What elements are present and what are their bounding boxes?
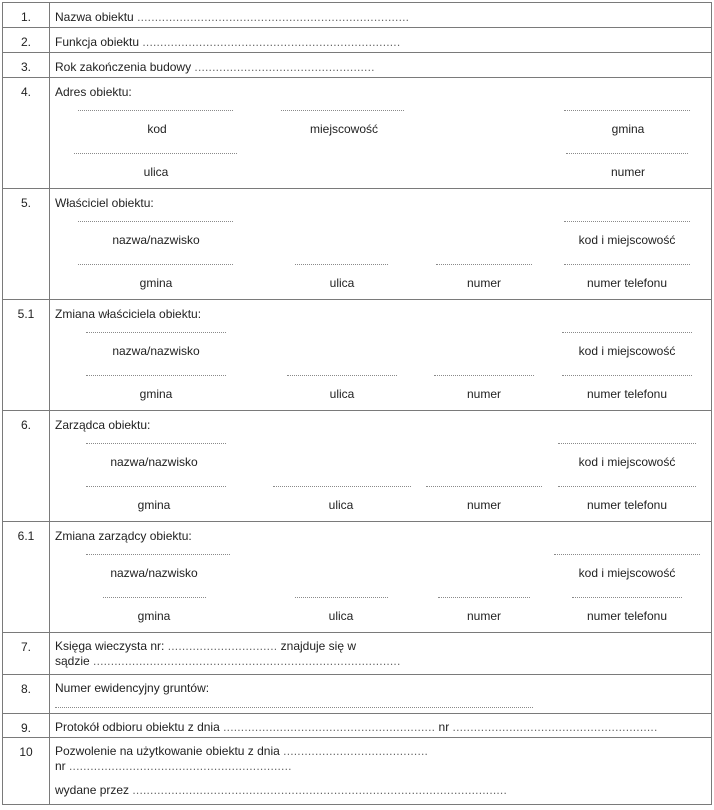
fill-line-kod-miejscowosc[interactable] [558,443,696,444]
row-number: 5. [3,189,50,300]
fill-line-protokol-nr[interactable]: .......................................................... [452,720,658,734]
caption-numer: numer [466,276,502,290]
fill-line-numer[interactable] [434,375,534,376]
caption-gmina: gmina [139,387,173,401]
caption-nazwa: nazwa/nazwisko [110,455,198,469]
fill-line-kod-miejscowosc[interactable] [562,332,692,333]
fill-line-telefon[interactable] [558,486,696,487]
caption-kod-miejscowosc: kod i miejscowość [578,233,676,247]
row-wlasciciel-obiektu [3,189,712,300]
fill-line-ulica[interactable] [74,153,237,154]
row-number: 10 [3,738,50,805]
label-zmiana-wlasciciela: Zmiana właściciela obiektu: [55,307,202,321]
caption-gmina: gmina [137,498,171,512]
label-protokol-nr: nr [438,720,450,734]
row-number: 1. [3,3,50,28]
caption-kod-miejscowosc: kod i miejscowość [578,566,676,580]
fill-line-gmina[interactable] [78,264,233,265]
row-nazwa-obiektu [3,3,712,28]
row-adres-obiektu [3,78,712,189]
fill-line-nazwa[interactable] [78,221,233,222]
fill-line-nazwa[interactable] [86,332,226,333]
fill-line-telefon[interactable] [572,597,682,598]
fill-line-kod-miejscowosc[interactable] [554,554,700,555]
fill-line-nazwa[interactable] [86,443,226,444]
row-number: 8. [3,675,50,714]
fill-line-gmina[interactable] [86,486,226,487]
label-numer-ewidencyjny: Numer ewidencyjny gruntów: [55,681,210,695]
caption-gmina: gmina [611,122,645,136]
row-number: 6.1 [3,522,50,633]
caption-telefon: numer telefonu [586,498,668,512]
fill-line-telefon[interactable] [562,375,692,376]
caption-gmina: gmina [137,609,171,623]
label-wydane-przez: wydane przez [55,783,130,797]
fill-line-gmina[interactable] [103,597,206,598]
label-pozwolenie-nr: nr [55,759,66,773]
caption-telefon: numer telefonu [586,609,668,623]
fill-line-sad[interactable]: ....................................................................................... [93,654,401,668]
caption-ulica: ulica [328,498,354,512]
caption-miejscowosc: miejscowość [309,122,379,136]
row-number: 6. [3,411,50,522]
fill-line-gmina[interactable] [564,110,690,111]
fill-line-telefon[interactable] [564,264,690,265]
fill-line-ulica[interactable] [273,486,411,487]
label-ksiega-wieczysta: Księga wieczysta nr: [55,639,165,653]
caption-kod: kod [147,122,167,136]
fill-line-ulica[interactable] [295,597,388,598]
row-protokol-odbioru [3,714,712,738]
row-zmiana-zarzadcy [3,522,712,633]
fill-line-ksiega-nr[interactable]: ............................... [167,639,278,653]
row-number: 2. [3,28,50,53]
caption-ulica: ulica [328,609,354,623]
fill-line-kod-miejscowosc[interactable] [564,221,690,222]
label-funkcja-obiektu: Funkcja obiektu [55,35,140,49]
fill-line-wydane-przez[interactable]: .......................................................................................................... [132,783,507,797]
caption-ulica: ulica [329,276,355,290]
label-protokol-odbioru: Protokół odbioru obiektu z dnia [55,720,220,734]
fill-line-numer-ewidencyjny[interactable] [55,707,533,708]
caption-ulica: ulica [329,387,355,401]
row-number: 7. [3,633,50,675]
row-number: 3. [3,53,50,78]
caption-numer: numer [466,387,502,401]
fill-line-numer[interactable] [426,486,542,487]
caption-gmina: gmina [139,276,173,290]
row-funkcja-obiektu [3,28,712,53]
fill-line-pozwolenie-nr[interactable]: ............................................................... [69,759,292,773]
caption-numer: numer [466,609,502,623]
row-number: 4. [3,78,50,189]
caption-kod-miejscowosc: kod i miejscowość [578,455,676,469]
fill-line-numer[interactable] [438,597,530,598]
label-rok-zakonczenia: Rok zakończenia budowy [55,60,192,74]
caption-ulica: ulica [143,165,169,179]
label-sadzie: sądzie [55,654,90,668]
caption-nazwa: nazwa/nazwisko [112,233,200,247]
caption-numer: numer [610,165,646,179]
caption-numer: numer [466,498,502,512]
label-zarzadca-obiektu: Zarządca obiektu: [55,418,151,432]
row-rok-zakonczenia [3,53,712,78]
label-adres-obiektu: Adres obiektu: [55,85,132,99]
fill-line-miejscowosc[interactable] [281,110,404,111]
caption-kod-miejscowosc: kod i miejscowość [578,344,676,358]
label-zmiana-zarzadcy: Zmiana zarządcy obiektu: [55,529,192,543]
fill-line[interactable]: ............................................................................. [137,10,410,24]
row-zmiana-wlasciciela [3,300,712,411]
label-pozwolenie: Pozwolenie na użytkowanie obiektu z dnia [55,744,280,758]
row-number: 9. [3,714,50,738]
fill-line-numer[interactable] [566,153,688,154]
fill-line-nazwa[interactable] [86,554,230,555]
fill-line-protokol-data[interactable]: ............................................................ [223,720,436,734]
caption-telefon: numer telefonu [586,387,668,401]
label-wlasciciel-obiektu: Właściciel obiektu: [55,196,154,210]
row-numer-ewidencyjny [3,675,712,714]
fill-line-ulica[interactable] [287,375,397,376]
fill-line[interactable]: ................................................... [194,60,375,74]
fill-line-ulica[interactable] [295,264,388,265]
row-zarzadca-obiektu [3,411,712,522]
label-nazwa-obiektu: Nazwa obiektu [55,10,134,24]
object-registration-form [2,2,712,805]
caption-nazwa: nazwa/nazwisko [112,344,200,358]
fill-line-pozwolenie-data[interactable]: ......................................... [283,744,429,758]
fill-line-kod[interactable] [78,110,233,111]
caption-telefon: numer telefonu [586,276,668,290]
label-znajduje-sie: znajduje się w [280,639,357,653]
row-number: 5.1 [3,300,50,411]
caption-nazwa: nazwa/nazwisko [110,566,198,580]
fill-line[interactable]: ......................................................................... [142,35,401,49]
fill-line-gmina[interactable] [86,375,226,376]
row-ksiega-wieczysta [3,633,712,675]
row-pozwolenie-na-uzytkowanie [3,738,712,805]
fill-line-numer[interactable] [436,264,532,265]
